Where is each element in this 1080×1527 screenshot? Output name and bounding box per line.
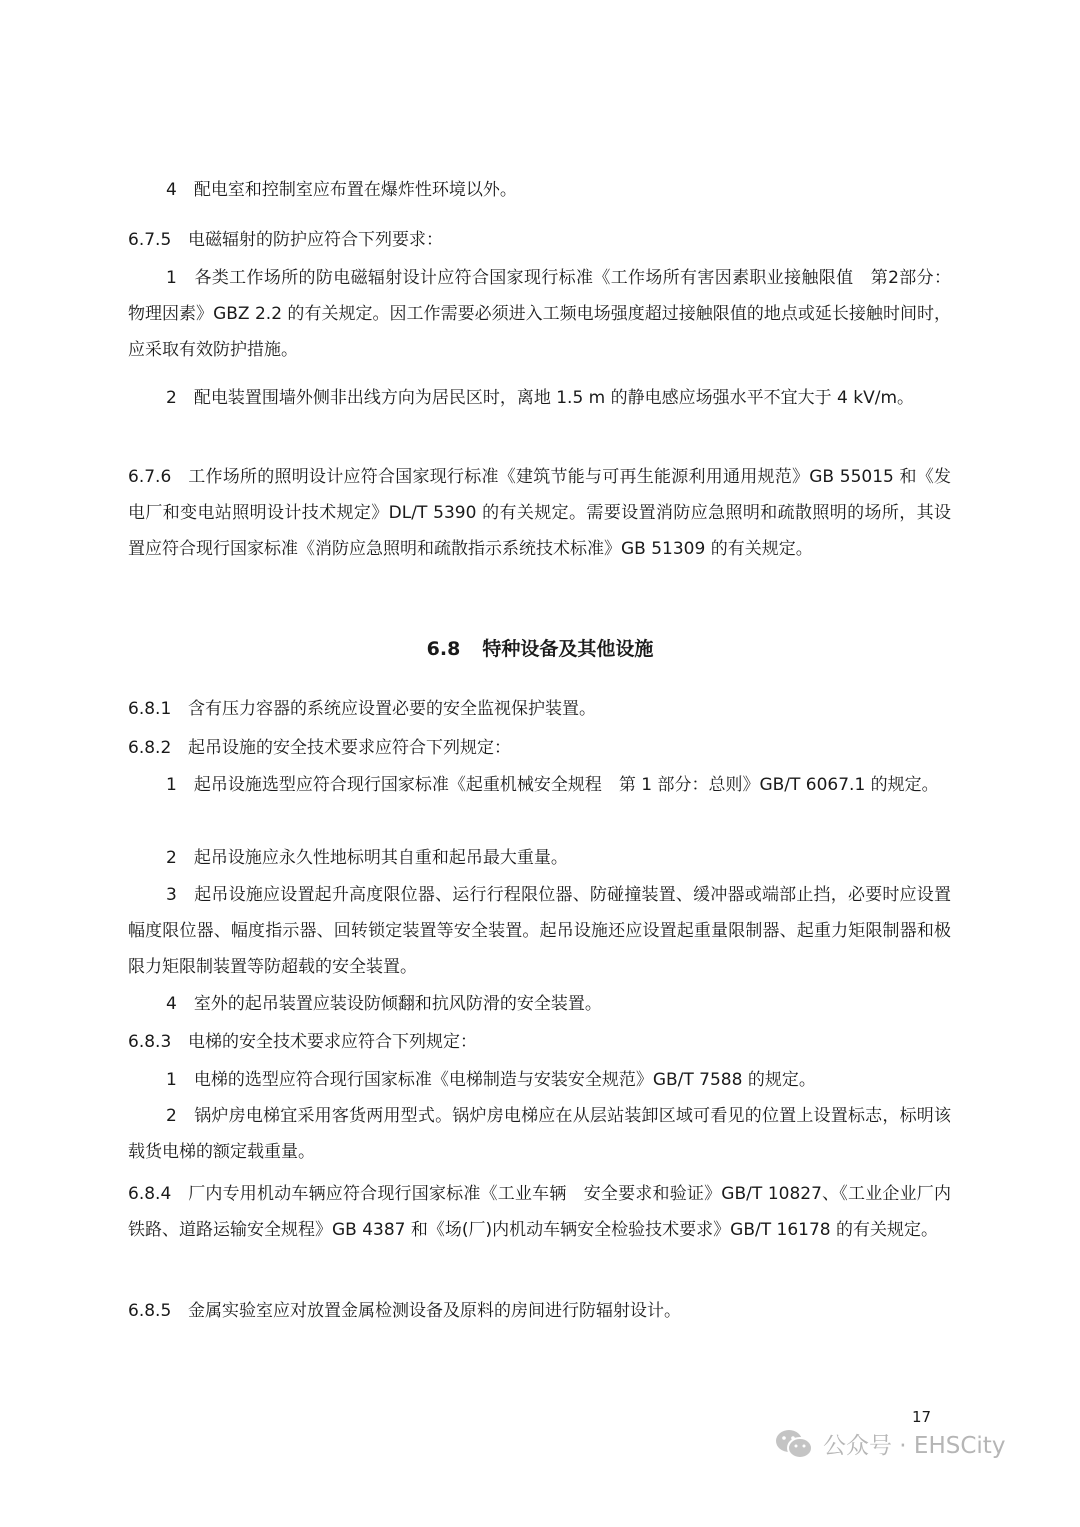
wechat-icon — [775, 1428, 813, 1460]
list-item: 4 室外的起吊装置应装设防倾翻和抗风防滑的安全装置。 — [166, 994, 602, 1014]
page-number: 17 — [912, 1408, 932, 1426]
list-item: 1 起吊设施选型应符合现行国家标准《起重机械安全规程 第 1 部分：总则》GB/T 6067.1 的规定。 — [166, 775, 939, 795]
clause: 6.8.2 起吊设施的安全技术要求应符合下列规定： — [128, 730, 951, 766]
list-item: 3 起吊设施应设置起升高度限位器、运行行程限位器、防碰撞装置、缓冲器或端部止挡，必要时应设置幅度限位器、幅度指示器、回转锁定装置等安全装置。起吊设施还应设置起重量限制器、起重力矩限制器和极限力矩限制装置等防超载的安全装置。 — [128, 885, 951, 977]
clause: 6.8.4 厂内专用机动车辆应符合现行国家标准《工业车辆 安全要求和验证》GB/T 10827、《工业企业厂内铁路、道路运输安全规程》GB 4387 和《场(厂)内机动车辆安全检验技术要求》GB/T 16178 的有关规定。 — [128, 1176, 951, 1248]
section-title: 特种设备及其他设施 — [482, 638, 654, 660]
watermark — [775, 1427, 1005, 1460]
clause: 6.8.3 电梯的安全技术要求应符合下列规定： — [128, 1024, 951, 1060]
section-number: 6.8 — [426, 638, 461, 660]
paragraph: 4 配电室和控制室应布置在爆炸性环境以外。 — [166, 180, 517, 200]
clause: 6.7.6 工作场所的照明设计应符合国家现行标准《建筑节能与可再生能源利用通用规范》GB 55015 和《发电厂和变电站照明设计技术规定》DL/T 5390 的有关规定。需要设置消防应急照明和疏散照明的场所，其设置应符合现行国家标准《消防应急照明和疏散指示系统技术标准》GB 51309 的有关规定。 — [128, 459, 951, 567]
clause: 6.8.5 金属实验室应对放置金属检测设备及原料的房间进行防辐射设计。 — [128, 1293, 951, 1329]
list-item: 2 锅炉房电梯宜采用客货两用型式。锅炉房电梯应在从层站装卸区域可看见的位置上设置标志，标明该载货电梯的额定载重量。 — [128, 1106, 951, 1162]
clause: 6.7.5 电磁辐射的防护应符合下列要求： — [128, 222, 951, 258]
list-item: 2 配电装置围墙外侧非出线方向为居民区时，离地 1.5 m 的静电感应场强水平不宜大于 4 kV/m。 — [166, 388, 915, 408]
clause-number: 6.8.2 — [128, 738, 172, 758]
clause-number: 6.8.3 — [128, 1032, 172, 1052]
clause-number: 6.7.5 — [128, 230, 172, 250]
list-item: 1 电梯的选型应符合现行国家标准《电梯制造与安装安全规范》GB/T 7588 的规定。 — [166, 1070, 816, 1090]
watermark-text: 公众号 · EHSCity — [823, 1433, 1006, 1459]
clause-number: 6.7.6 — [128, 467, 172, 487]
section-heading — [0, 634, 1080, 661]
clause-number: 6.8.4 — [128, 1184, 172, 1204]
list-item: 2 起吊设施应永久性地标明其自重和起吊最大重量。 — [166, 848, 568, 868]
clause-number: 6.8.5 — [128, 1301, 172, 1321]
list-item: 1 各类工作场所的防电磁辐射设计应符合国家现行标准《工作场所有害因素职业接触限值 第2部分：物理因素》GBZ 2.2 的有关规定。因工作需要必须进入工频电场强度超过接触限值的地点或延长接触时间时，应采取有效防护措施。 — [128, 268, 951, 360]
clause: 6.8.1 含有压力容器的系统应设置必要的安全监视保护装置。 — [128, 691, 951, 727]
clause-number: 6.8.1 — [128, 699, 172, 719]
